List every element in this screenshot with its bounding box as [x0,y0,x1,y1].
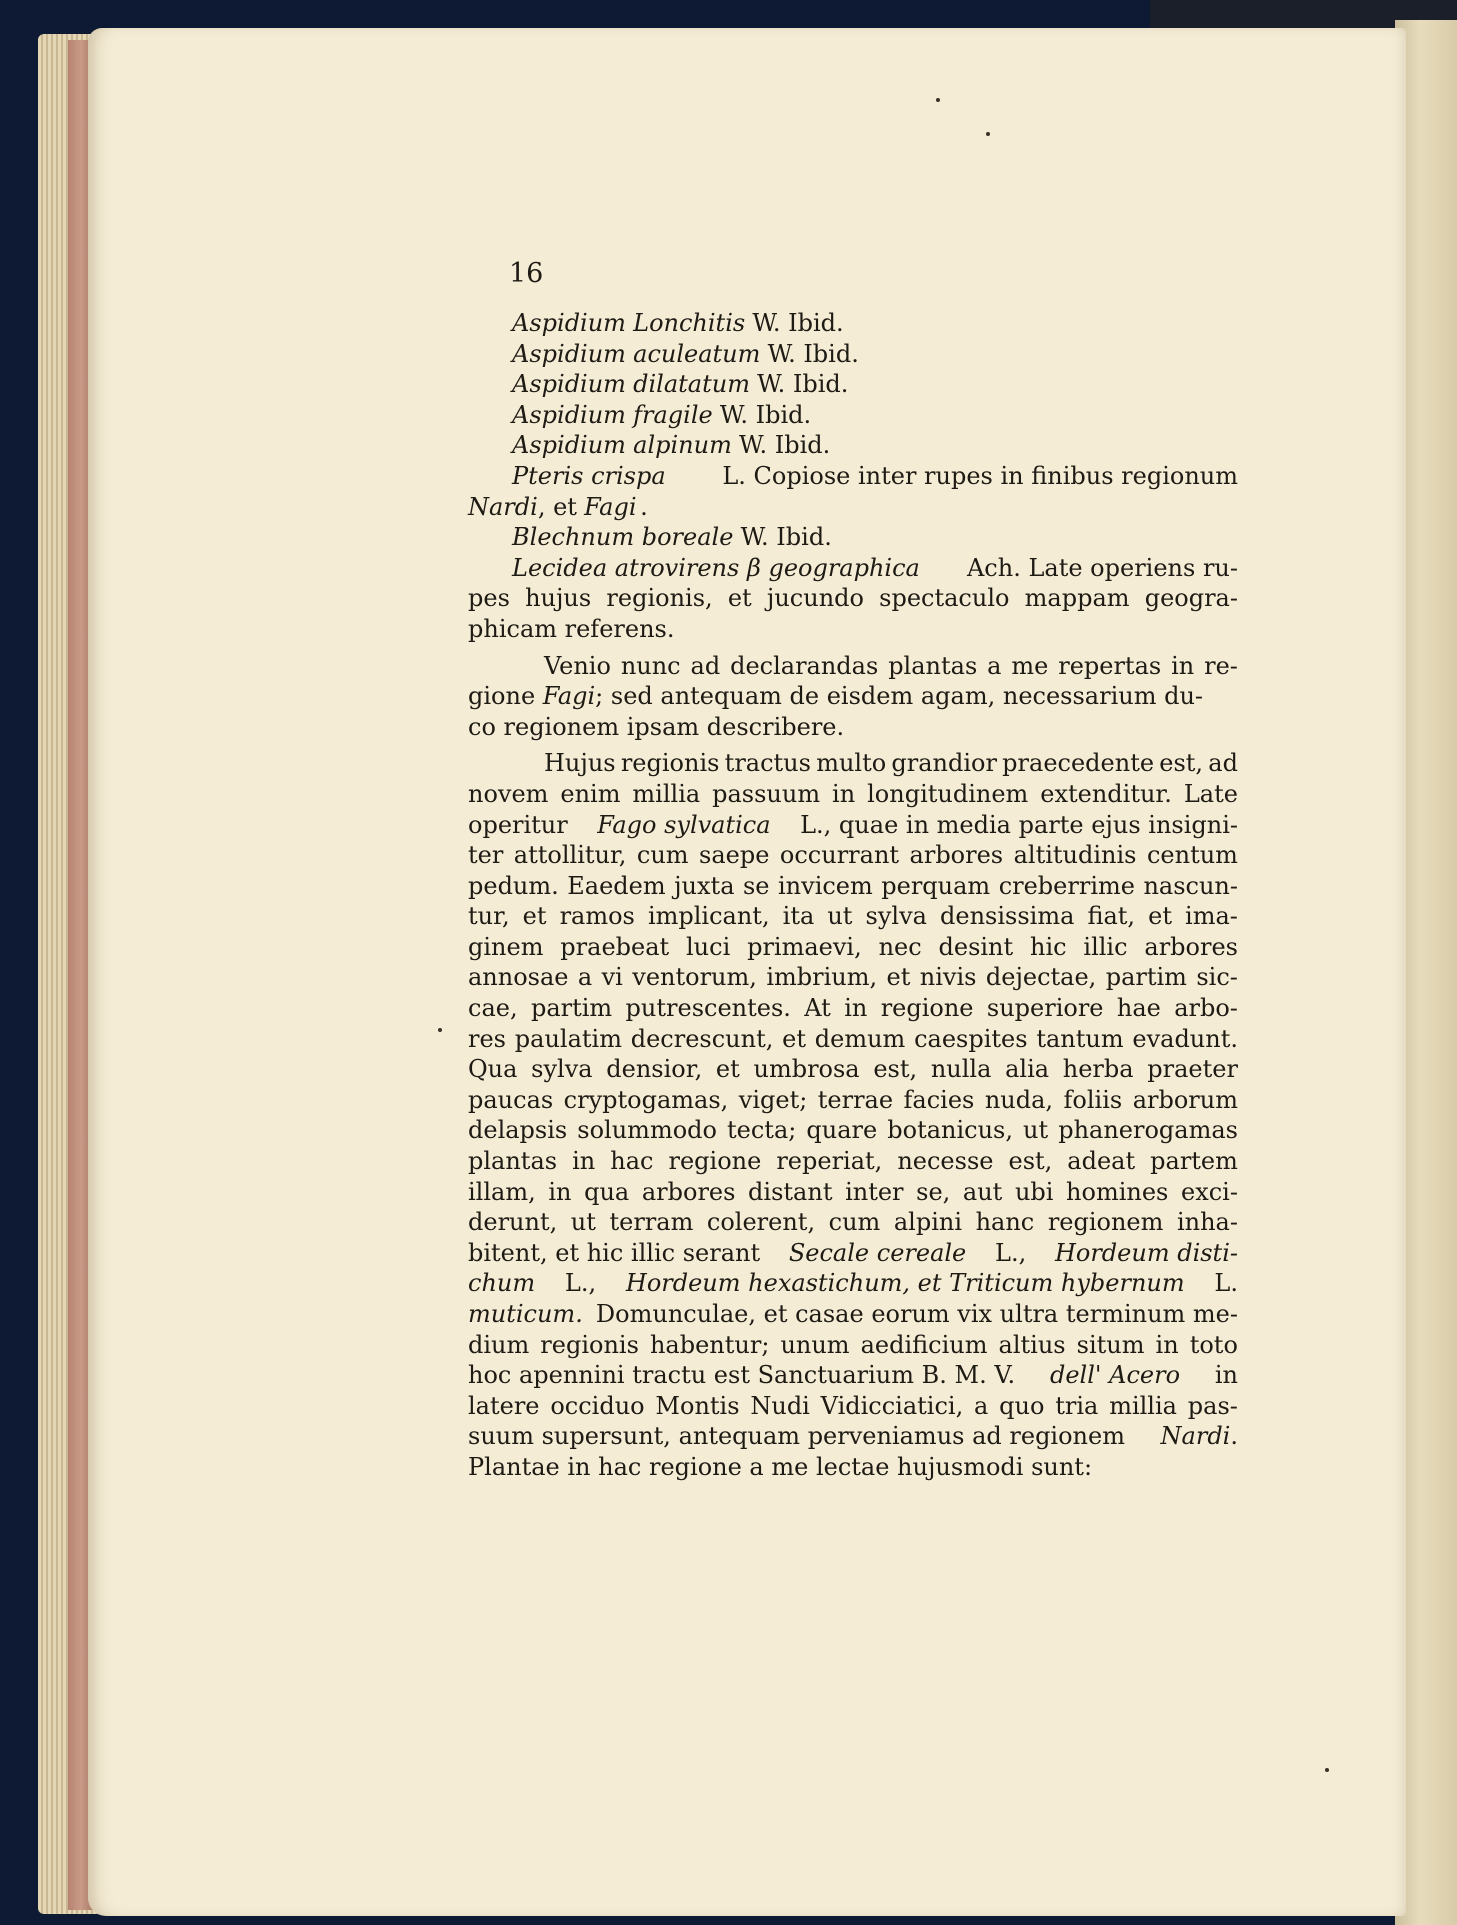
word: occiduo [550,1391,645,1420]
word: ramos [559,902,635,931]
word: vi [601,963,623,992]
word: terram [609,1208,694,1237]
word: re- [1204,651,1238,680]
word: hanc [975,1208,1035,1237]
word: habentur; [649,1330,770,1359]
word: arborum [1132,1085,1238,1114]
text-run: W. Ibid. [740,523,832,552]
species-name: Fago sylvatica [597,810,771,839]
word: tractus [724,749,811,778]
word: partem [1150,1147,1238,1176]
word: a [987,651,1002,680]
page-text [468,258,1238,1483]
word: Late [1183,779,1238,808]
blechnum-line [468,522,1238,553]
para1-line-2 [468,681,1238,712]
word: arbo- [1174,994,1238,1023]
text-run: ; sed antequam de eisdem agam, necessarium du- [595,682,1204,711]
word: mappam [1024,584,1130,613]
word: evadunt. [1132,1024,1238,1053]
word: demum [814,1024,906,1053]
para2-line [468,932,1238,963]
word: annosae [468,963,569,992]
species-name: muticum. [468,1300,583,1328]
word: est, [873,1055,918,1084]
word: nivis [919,963,977,992]
word: spectaculo [879,584,1010,613]
word: regionis [540,1330,639,1359]
entry-rest: W. Ibid. [767,339,859,368]
text-run: in [1214,1361,1238,1390]
word: Vidicciatici, [820,1391,964,1420]
text-run: suum supersunt, antequam perveniamus ad regionem [468,1422,1125,1451]
word: repertas [1058,651,1162,680]
page-number: 16 [509,258,544,289]
word: in [844,994,868,1023]
word: centum [1146,841,1238,870]
word: jucundo [766,584,864,613]
word: Hujus [544,749,616,778]
species: alpinum [633,431,732,460]
word: me [1011,651,1049,680]
word: in [832,779,856,808]
genus: Aspidium [512,309,626,337]
genus: Aspidium [512,400,626,429]
word: et [1148,902,1172,931]
word: densissima [940,902,1075,931]
word: cae, [468,994,518,1023]
word: distant [748,1177,833,1206]
para1-line-3: co regionem ipsam describere. [468,712,845,741]
para2-line [468,1024,1238,1055]
word: tur, [468,902,510,931]
word: Venio [544,651,611,680]
word: desint [938,932,1014,961]
word: se, [916,1177,951,1206]
word: in [548,1177,572,1206]
word: altius [998,1330,1066,1359]
word: homines [1066,1177,1169,1206]
word: cum [828,1208,881,1237]
paper-speck [1325,1768,1329,1772]
word: millia [1109,1391,1177,1420]
word: alia [1005,1055,1050,1084]
word: adeat [1067,1147,1136,1176]
para2-line [468,1177,1238,1208]
word: declarandas [730,651,879,680]
entry-rest: W. Ibid. [719,400,812,429]
word: perquam [881,871,991,900]
word: herba [1062,1055,1134,1084]
word: juxta [674,871,735,900]
species-name: Pteris crispa [512,461,666,490]
word: cryptogamas, [563,1085,729,1114]
word: geogra- [1144,584,1238,613]
word: et [886,963,911,992]
word: alpini [893,1208,963,1237]
word: novem [468,779,549,808]
word: implicant, [647,902,770,931]
word: in [1155,1330,1179,1359]
word: et [782,1024,806,1053]
fern-entry [468,369,1238,400]
word: ima- [1185,902,1238,931]
word: reperiat, [776,1147,883,1176]
word: quare [806,1116,878,1145]
text-line: phicam referens. [468,614,675,643]
species: fragile [633,400,713,429]
para1-line-1 [468,651,1238,682]
word: ter [468,841,504,870]
word: phanerogamas [1058,1116,1238,1145]
text-run: Nardi [468,492,538,521]
word: est, [1008,1147,1053,1176]
word: tria [1055,1391,1099,1420]
word: ita [782,902,815,931]
word: et [715,1055,740,1084]
word: unum [780,1330,850,1359]
species: dilatatum [633,370,750,399]
word: arbores [1144,932,1238,961]
text-run: L. [1214,1269,1238,1298]
entry-rest: W. Ibid. [757,370,849,399]
word: paulatim [514,1024,622,1053]
paper-speck [936,98,940,102]
word: Eaedem [567,871,666,900]
entry-rest: W. Ibid. [739,431,831,460]
word: umbrosa [753,1055,860,1084]
word: Nudi [750,1391,810,1420]
word: a [577,963,593,992]
text-run: bitent, et hic illic serant [468,1238,761,1267]
word: densior, [606,1055,703,1084]
para2-line [468,840,1238,871]
word: praeter [1147,1055,1238,1084]
text-run: L., [995,1238,1027,1267]
word: ut [1023,1116,1049,1145]
para2-line [468,779,1238,810]
species-name: Nardi [1160,1422,1231,1451]
word: pes [468,584,510,613]
lecidea-line-1 [468,553,1238,584]
text-run: L., [564,1269,597,1298]
word: tantum [1036,1024,1124,1053]
word: longitudinem [867,779,1029,808]
fern-entry [468,339,1238,370]
genus: Aspidium [512,370,626,399]
word: hae [1116,994,1161,1023]
word: aedificium [860,1330,988,1359]
word: occurrant [779,841,900,870]
text-run: L. Copiose inter rupes in finibus regionum [722,461,1238,490]
word: regione [880,994,974,1023]
word: sylva [865,902,927,931]
word: cum [636,841,689,870]
word: putrescentes. [625,994,791,1023]
word: inha- [1176,1208,1238,1237]
species-name: chum [468,1269,536,1298]
text-run: gione [468,682,536,711]
word: colerent, [706,1208,816,1237]
word: ad [1208,749,1238,778]
word: luci [686,932,731,961]
para2-line [468,1391,1238,1422]
text-run: hoc apennini tractu est Sanctuarium B. M. V. [468,1361,1016,1390]
word: viget; [738,1085,808,1114]
para2-line [468,993,1238,1024]
word: superiore [986,994,1104,1023]
word: altitudinis [1013,841,1137,870]
para2-line [468,1299,1238,1330]
para2-line [468,1421,1238,1452]
word: enim [560,779,621,808]
word: hic [1030,932,1067,961]
place-name: dell' Acero [1049,1361,1181,1390]
paper-speck [986,132,990,136]
word: qua [584,1177,630,1206]
word: latere [468,1391,540,1420]
word: sylva [531,1055,593,1084]
word: derunt, [468,1208,558,1237]
word: aut [962,1177,1003,1206]
word: foliis [1063,1085,1123,1114]
word: praecedente [1002,749,1155,778]
word: partim [1105,963,1187,992]
word: exci- [1180,1177,1238,1206]
word: et [727,584,752,613]
word: in [1171,651,1195,680]
word: At [804,994,831,1023]
word: millia [632,779,701,808]
word: ad [690,651,721,680]
text-line [468,583,1238,614]
word: grandior [891,749,997,778]
fern-entry [468,308,1238,339]
text-run: Fagi [584,492,637,521]
species-name: Blechnum boreale [512,523,734,552]
word: facies [903,1085,975,1114]
species: Lonchitis [633,309,746,337]
word: saepe [699,841,770,870]
text-run: . [1230,1422,1238,1451]
word: arbores [909,841,1004,870]
text-run: . [640,492,648,521]
word: illic [1083,932,1128,961]
word: multo [816,749,887,778]
word: quo [999,1391,1045,1420]
para2-line [468,1085,1238,1116]
word: nec [878,932,922,961]
word: hac [610,1147,654,1176]
species-name: Fagi [542,682,596,711]
text-run: Domunculae, et casae eorum vix ultra terminum me- [595,1300,1238,1328]
word: pas- [1187,1391,1238,1420]
word: tecta; [727,1116,797,1145]
word: dium [468,1330,530,1359]
word: regione [668,1147,762,1176]
para2-line [468,1360,1238,1391]
word: attollitur, [513,841,627,870]
word: nulla [930,1055,992,1084]
text-run: , et [537,492,577,521]
para2-line [468,1238,1238,1269]
word: est, [1159,749,1204,778]
word: invicem [778,871,873,900]
fern-entry [468,430,1238,461]
word: partim [530,994,613,1023]
word: plantas [888,651,978,680]
para2-line [468,1207,1238,1238]
text-run: Ach. Late operiens ru- [966,553,1238,582]
genus: Aspidium [512,339,626,368]
word: ut [570,1208,596,1237]
word: in [572,1147,596,1176]
word: nuda, [984,1085,1054,1114]
word: nunc [620,651,681,680]
word: caespites [914,1024,1028,1053]
fern-entry [468,400,1238,431]
word: botanicus, [887,1116,1013,1145]
word: toto [1189,1330,1238,1359]
para2-line [468,1054,1238,1085]
para2-line: Plantae in hac regione a me lectae hujusmodi sunt: [468,1452,1093,1481]
word: plantas [468,1147,558,1176]
word: regionis, [606,584,713,613]
word: a [974,1391,989,1420]
word: se [742,871,770,900]
word: regionem [1047,1208,1164,1237]
pteris-line-1 [468,461,1238,492]
genus: Aspidium [512,431,626,460]
word: res [468,1024,506,1053]
word: nascun- [1143,871,1238,900]
para2-line [468,1146,1238,1177]
word: Qua [468,1055,518,1084]
species-name: Hordeum disti- [1054,1238,1238,1267]
word: Montis [655,1391,740,1420]
word: passuum [712,779,821,808]
para2-line [468,871,1238,902]
para2-line [468,1330,1238,1361]
word: decrescunt, [630,1024,774,1053]
word: sic- [1196,963,1238,992]
para2-line [468,962,1238,993]
para2-line [468,810,1238,841]
word: extenditur. [1040,779,1172,808]
word: inter [845,1177,904,1206]
species-name: Lecidea atrovirens β geographica [512,553,920,582]
para2-line [468,1115,1238,1146]
para2-line [468,748,1238,779]
word: ut [827,902,853,931]
species-name: Hordeum hexastichum, et Triticum hybernum [625,1269,1185,1298]
word: et [522,902,547,931]
word: terrae [817,1085,894,1114]
word: ubi [1014,1177,1054,1206]
species-name: Secale cereale [788,1238,967,1267]
word: hujus [525,584,592,613]
word: arbores [641,1177,736,1206]
word: paucas [468,1085,554,1114]
word: pedum. [468,871,559,900]
text-run: L., quae in media parte ejus insigni- [800,810,1238,839]
paper-speck [438,1028,442,1032]
word: delapsis [468,1116,568,1145]
word: regionis [620,749,720,778]
word: imbrium, [766,963,878,992]
word: praebeat [560,932,670,961]
word: necesse [897,1147,994,1176]
word: primaevi, [747,932,862,961]
species: aculeatum [633,339,761,368]
word: dejectae, [985,963,1097,992]
word: fiat, [1087,902,1136,931]
pteris-line-2 [468,492,1238,523]
word: ventorum, [632,963,757,992]
entry-rest: W. Ibid. [752,309,844,337]
para2-line [468,901,1238,932]
para2-line [468,1268,1238,1299]
word: solummodo [577,1116,717,1145]
word: situm [1076,1330,1145,1359]
word: ginem [468,932,544,961]
text-run: operitur [468,810,568,839]
word: creberrime [998,871,1135,900]
word: illam, [468,1177,536,1206]
